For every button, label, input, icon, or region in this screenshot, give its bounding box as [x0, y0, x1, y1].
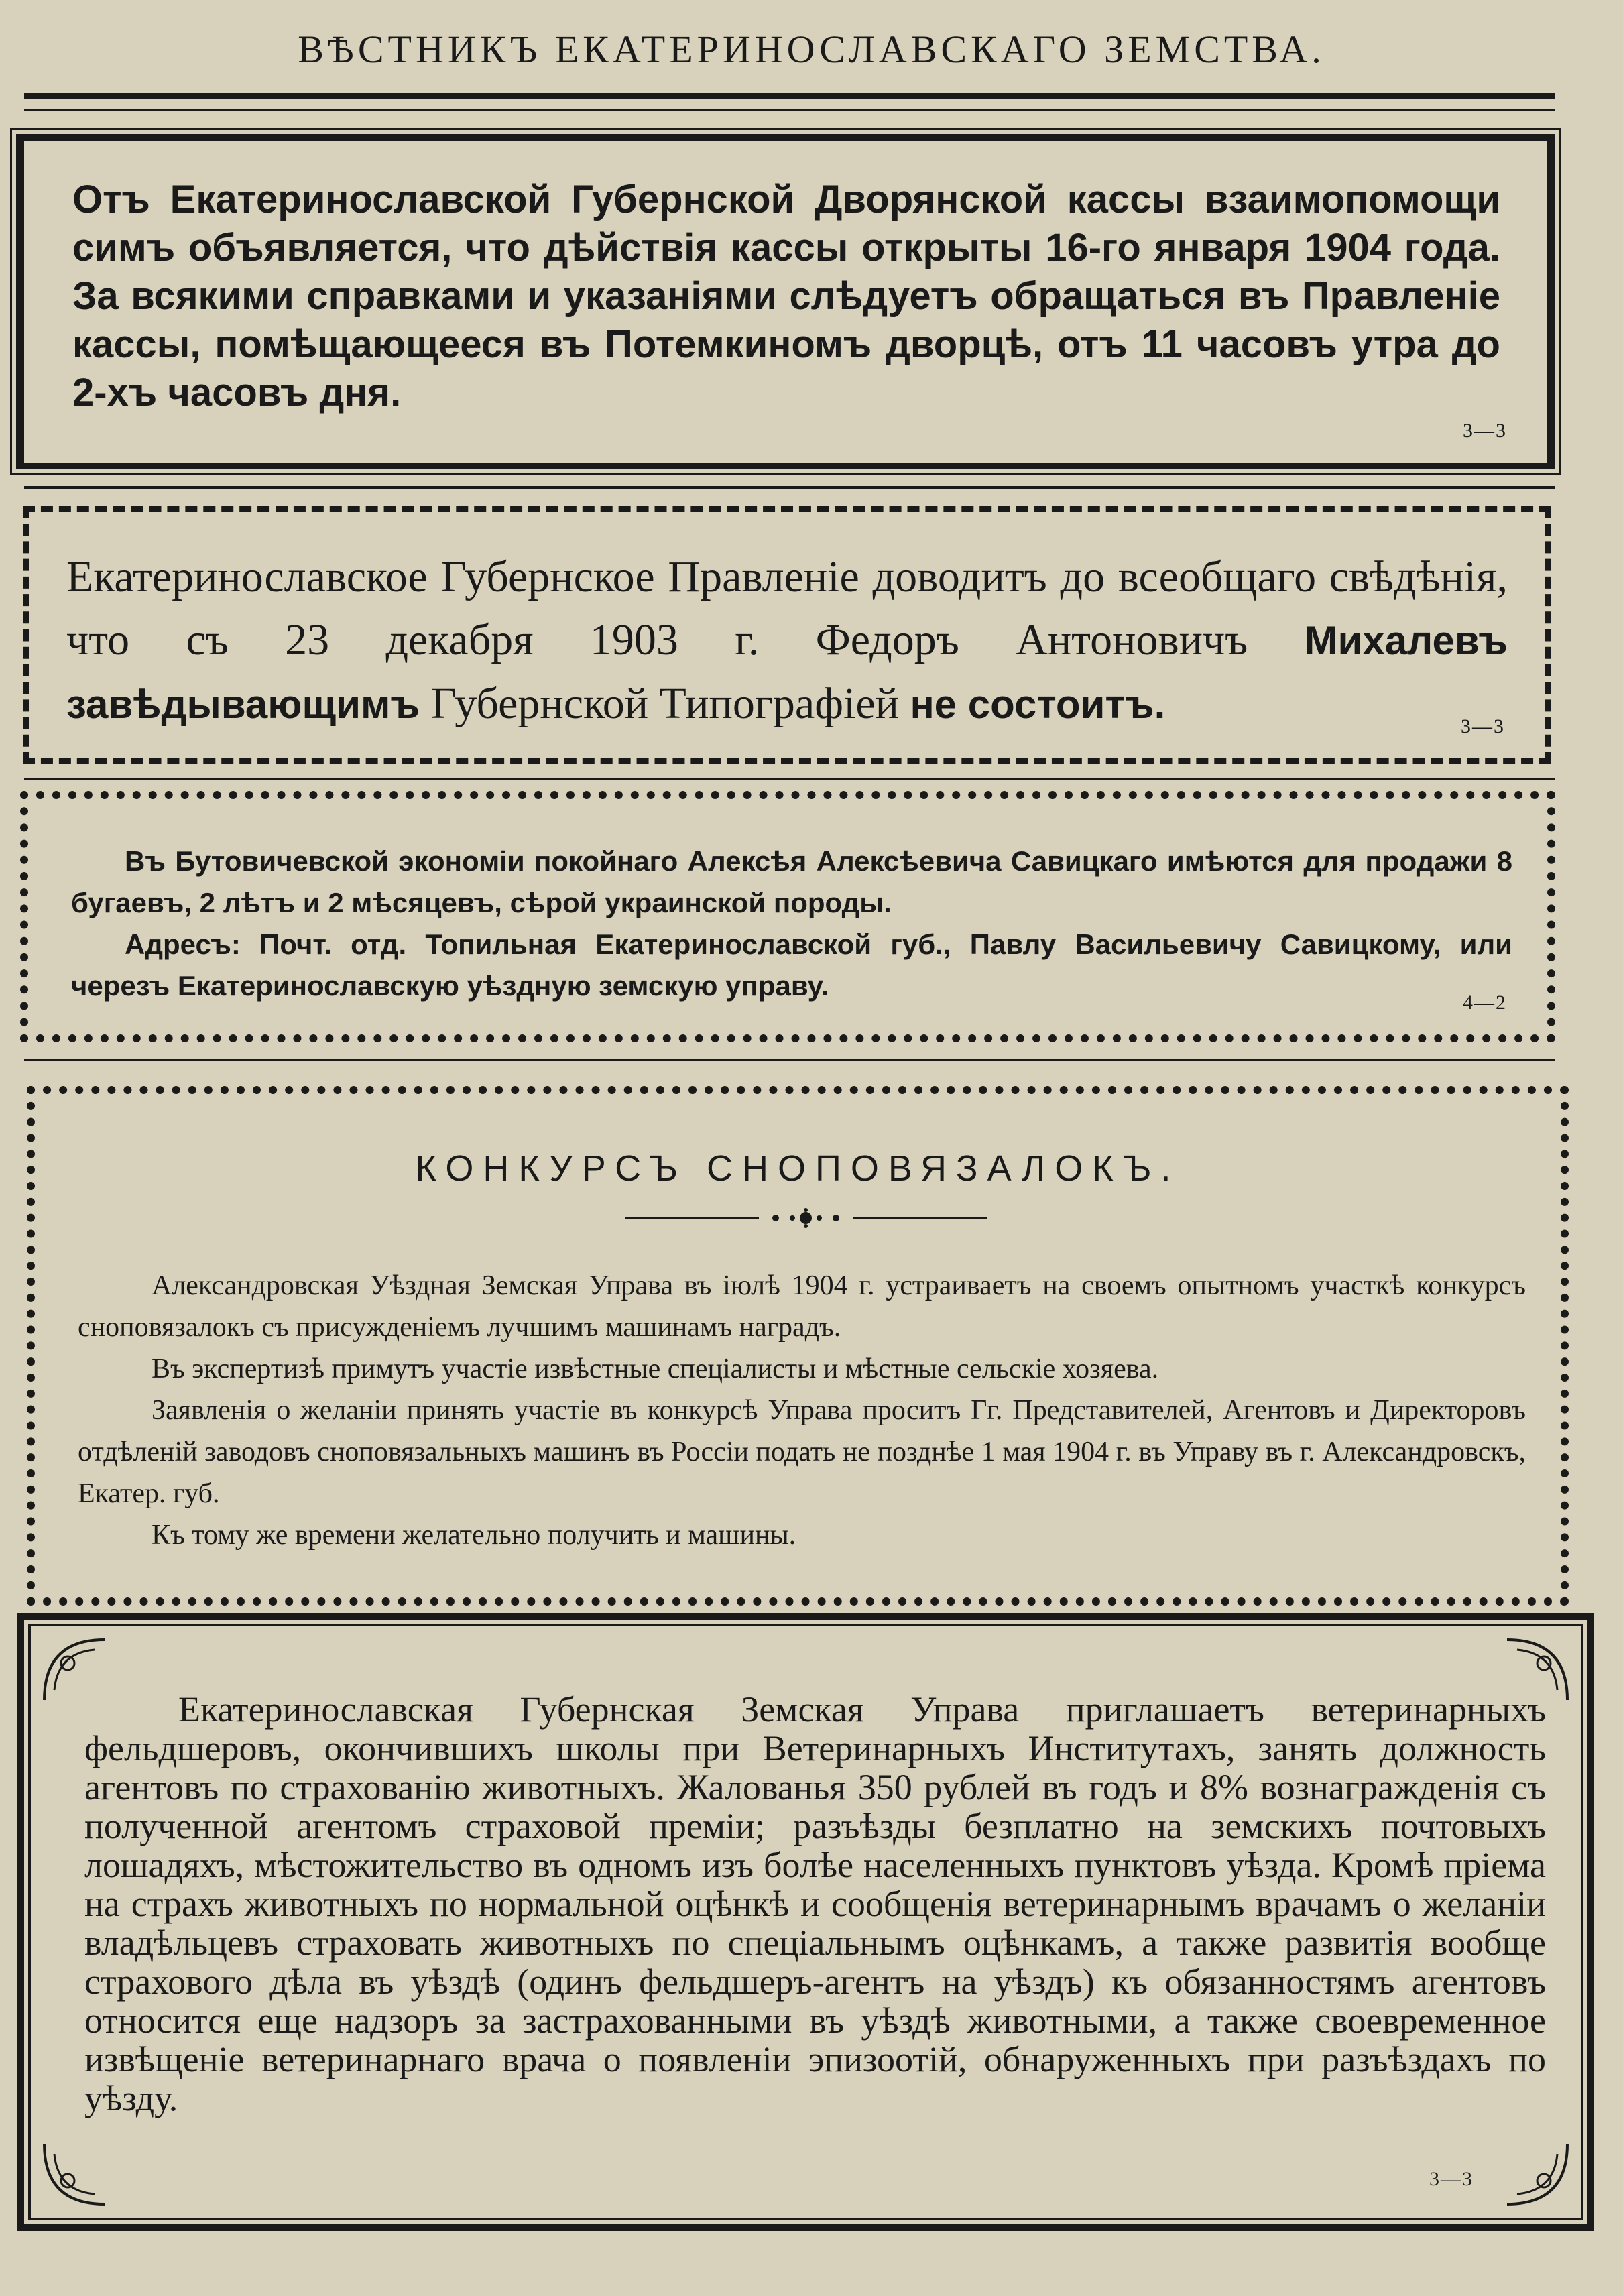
- notice-paragraph: Александровская Уѣздная Земская Управа въ іюлѣ 1904 г. устраиваетъ на своемъ опытномъ участкѣ конкурсъ сноповязалокъ съ присужденіемъ лучшимъ машинамъ наградъ.: [78, 1270, 1526, 1343]
- corner-flourish-icon: [38, 2137, 111, 2211]
- ornament-divider-icon: [625, 1208, 987, 1228]
- divider: [24, 486, 1555, 489]
- notice-paragraph: Заявленія о желаніи принять участіе въ конкурсѣ Управа проситъ Гг. Представителей, Агентовъ и Директоровъ отдѣленій заводовъ сноповязальныхъ машинъ въ Россіи подать не позднѣе 1 мая 1904 г. въ Управу въ г. Александровскъ, Екатер. губ.: [78, 1395, 1526, 1509]
- issue-stamp: 3—3: [1463, 420, 1507, 442]
- corner-flourish-icon: [1500, 2137, 1574, 2211]
- notice-printing-house: [23, 506, 1551, 764]
- notice-text: [78, 1265, 1526, 1556]
- notice-text: [66, 546, 1508, 736]
- notice-text: [71, 841, 1512, 1007]
- header-rule: [24, 93, 1555, 111]
- notice-sheaf-binder-contest: [27, 1086, 1569, 1606]
- notice-text-part: Екатеринославское Губернское Правленіе доводитъ до всеобщаго свѣдѣнія, что съ 23 декабря 1903 г. Федоръ Антоновичъ: [66, 552, 1508, 664]
- notice-mutual-aid-fund: [16, 134, 1555, 469]
- divider: [24, 778, 1555, 780]
- notice-text: Отъ Екатеринославской Губернской Дворянской кассы взаимопомощи симъ объявляется, что дѣйствія кассы открыты 16-го января 1904 года. За всякими справками и указаніями слѣдуетъ обращаться въ Правленіе кассы, помѣщающееся въ Потемкиномъ дворцѣ, отъ 11 часовъ утра до 2-хъ часовъ дня.: [72, 178, 1500, 414]
- issue-stamp: 3—3: [1429, 2168, 1474, 2190]
- notice-bulls-for-sale: [20, 791, 1555, 1042]
- page-header-title: ВѢСТНИКЪ ЕКАТЕРИНОСЛАВСКАГО ЗЕМСТВА.: [298, 27, 1325, 71]
- notice-paragraph: Къ тому же времени желательно получить и машины.: [152, 1520, 796, 1551]
- notice-paragraph: Адресъ: Почт. отд. Топильная Екатеринославской губ., Павлу Васильевичу Савицкому, или черезъ Екатеринославскую уѣздную земскую управу.: [71, 928, 1512, 1002]
- notice-text: Екатеринославская Губернская Земская Управа приглашаетъ ветеринарныхъ фельдшеровъ, окончившихъ школы при Ветеринарныхъ Институтахъ, занять должность агентовъ по страхованію животныхъ. Жалованья 350 рублей въ годъ и 8% вознагражденія съ полученной агентомъ страховой преміи; разъѣзды безплатно на земскихъ почтовыхъ лошадяхъ, мѣстожительство въ одномъ изъ болѣе населенныхъ пунктовъ уѣзда. Кромѣ пріема на страхъ животныхъ по нормальной оцѣнкѣ и сообщенія ветеринарнымъ врачамъ о желаніи владѣльцевъ страховать животныхъ по спеціальнымъ оцѣнкамъ, а также развитія вообще страхового дѣла въ уѣздѣ (одинъ фельдшеръ-агентъ на уѣздъ) къ обязанностямъ агентовъ относится еще надзоръ за застрахованными въ уѣздѣ животными, а также своевременное извѣщеніе ветеринарнаго врача о появленіи эпизоотій, обнаруженныхъ при разъѣздахъ по уѣзду.: [84, 1689, 1546, 2118]
- notice-paragraph: Въ Бутовичевской экономіи покойнаго Алексѣя Алексѣевича Савицкаго имѣются для продажи 8 бугаевъ, 2 лѣтъ и 2 мѣсяцевъ, сѣрой украинской породы.: [71, 845, 1512, 918]
- issue-stamp: 3—3: [1461, 715, 1505, 737]
- notice-text-bold: не состоитъ.: [910, 682, 1166, 727]
- notice-veterinary-agents: [28, 1624, 1583, 2220]
- issue-stamp: 4—2: [1463, 991, 1507, 1014]
- notice-title: КОНКУРСЪ СНОПОВЯЗАЛОКЪ.: [415, 1148, 1181, 1189]
- divider: [24, 1059, 1555, 1061]
- notice-text-part: Губернской Типографіей: [420, 679, 910, 728]
- notice-text-bold: Михалевъ завѣдывающимъ: [66, 618, 1508, 727]
- notice-paragraph: Въ экспертизѣ примутъ участіе извѣстные спеціалисты и мѣстные сельскіе хозяева.: [152, 1353, 1159, 1384]
